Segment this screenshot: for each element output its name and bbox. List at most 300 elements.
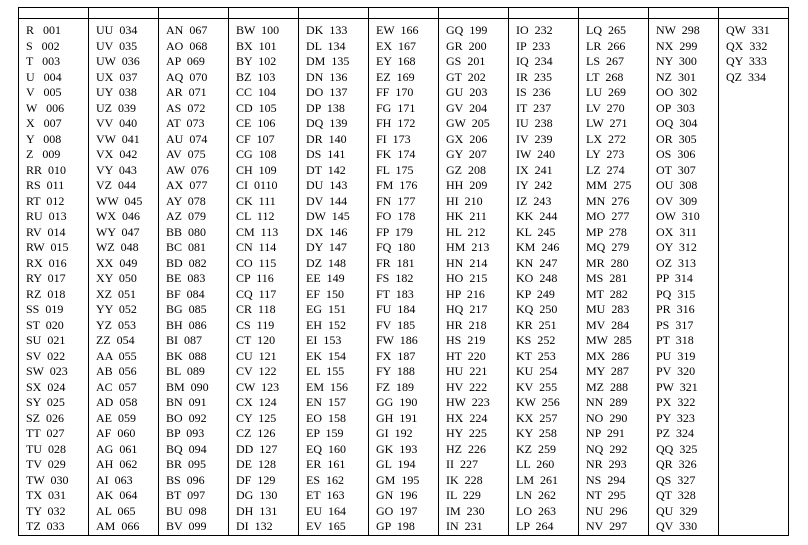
- code-entry: BM 090: [166, 379, 209, 394]
- code-entry: IP 233: [516, 38, 551, 53]
- code-entry: DI 132: [236, 519, 273, 533]
- code-entry: DT 142: [306, 162, 346, 177]
- code-entry: KX 257: [516, 410, 558, 425]
- code-entry: LU 269: [586, 85, 626, 99]
- code-column: [89, 19, 159, 536]
- code-entry: CE 106: [236, 116, 276, 130]
- code-entry: DF 129: [236, 472, 276, 487]
- code-entry: CV 122: [236, 364, 277, 378]
- code-entry: CK 111: [236, 193, 276, 208]
- code-entry: EG 151: [306, 302, 346, 316]
- code-entry: MN 276: [586, 193, 630, 208]
- code-entry: NV 297: [586, 519, 628, 533]
- code-entry: EU 164: [306, 503, 346, 518]
- code-entry: LW 271: [586, 116, 628, 130]
- code-entry: Z 009: [26, 147, 61, 161]
- code-entry: IU 238: [516, 116, 553, 130]
- code-entry: BI 087: [166, 333, 202, 347]
- code-entry: YY 052: [96, 302, 137, 316]
- code-entry: WW 045: [96, 193, 143, 208]
- code-entry: DK 133: [306, 23, 348, 37]
- code-entry: UW 036: [96, 54, 140, 68]
- code-entry: MW 285: [586, 333, 632, 347]
- code-entry: ES 162: [306, 472, 345, 487]
- code-entry: BL 089: [166, 364, 205, 378]
- code-entry: TY 032: [26, 503, 66, 518]
- header-cell: [229, 8, 299, 19]
- code-entry: GP 198: [376, 519, 415, 533]
- code-entry: HY 225: [446, 426, 487, 440]
- code-entry: RW 015: [26, 240, 69, 254]
- code-entry: CU 121: [236, 348, 277, 363]
- code-entry: DZ 148: [306, 255, 346, 270]
- code-entry: EN 157: [306, 395, 346, 409]
- code-entry: VW 041: [96, 131, 140, 146]
- code-entry: BD 082: [166, 255, 207, 270]
- body-row: [19, 19, 789, 536]
- code-entry: QZ 334: [726, 69, 766, 84]
- code-entry: R 001: [26, 23, 62, 37]
- code-entry: BT 097: [166, 488, 206, 502]
- code-entry: LX 272: [586, 131, 626, 146]
- code-entry: GU 203: [446, 85, 488, 99]
- code-entry: FF 170: [376, 85, 414, 99]
- code-entry: BG 085: [166, 302, 207, 316]
- code-entry: BN 091: [166, 395, 207, 409]
- code-entry: ST 020: [26, 317, 64, 332]
- code-entry: KT 253: [516, 348, 556, 363]
- code-entry: FN 177: [376, 193, 416, 208]
- header-cell: [719, 8, 789, 19]
- code-column: [509, 19, 579, 536]
- code-entry: FT 183: [376, 286, 414, 301]
- code-entry: AN 067: [166, 23, 208, 37]
- code-entry: CM 113: [236, 224, 279, 239]
- code-entry: YZ 053: [96, 317, 136, 332]
- code-entry: GM 195: [376, 472, 420, 487]
- code-entry: Y 008: [26, 131, 62, 146]
- code-entry: RV 014: [26, 224, 66, 239]
- code-entry: OZ 313: [656, 255, 696, 270]
- code-entry: HO 215: [446, 271, 488, 285]
- code-entry: DH 131: [236, 503, 278, 518]
- code-entry: NP 291: [586, 426, 625, 440]
- code-entry: AQ 070: [166, 69, 208, 84]
- code-entry: IS 236: [516, 85, 551, 99]
- code-entry: MU 283: [586, 302, 630, 316]
- code-entry: CI 0110: [236, 178, 278, 192]
- code-entry: FR 181: [376, 255, 415, 270]
- code-entry: XZ 051: [96, 286, 136, 301]
- code-entry: KR 251: [516, 317, 557, 332]
- code-column: [229, 19, 299, 536]
- code-entry: FY 188: [376, 364, 415, 378]
- code-entry: HS 219: [446, 333, 486, 347]
- code-entry: MO 277: [586, 209, 630, 223]
- code-entry: LT 268: [586, 69, 624, 84]
- code-entry: CL 112: [236, 209, 275, 223]
- code-entry: UZ 039: [96, 100, 136, 115]
- code-entry: LP 264: [516, 519, 554, 533]
- code-entry: IZ 243: [516, 193, 552, 208]
- code-column: [19, 19, 89, 536]
- code-entry: GG 190: [376, 395, 418, 409]
- code-entry: FZ 189: [376, 379, 415, 394]
- code-column: [439, 19, 509, 536]
- code-entry: KK 244: [516, 209, 558, 223]
- code-entry: DQ 139: [306, 116, 348, 130]
- code-entry: FS 182: [376, 271, 414, 285]
- code-entry: GR 200: [446, 38, 487, 53]
- code-entry: KQ 250: [516, 302, 558, 316]
- code-entry: CO 115: [236, 255, 277, 270]
- code-entry: GZ 208: [446, 162, 486, 177]
- code-entry: VZ 044: [96, 178, 136, 192]
- code-entry: FK 174: [376, 147, 416, 161]
- code-entry: AH 062: [96, 457, 138, 471]
- code-entry: X 007: [26, 116, 62, 130]
- code-entry: DX 146: [306, 224, 348, 239]
- code-entry: CT 120: [236, 333, 276, 347]
- code-entry: BO 092: [166, 410, 207, 425]
- code-entry: EV 165: [306, 519, 346, 533]
- code-entry: KV 255: [516, 379, 558, 394]
- code-entry: OP 303: [656, 100, 695, 115]
- code-entry: EZ 169: [376, 69, 415, 84]
- code-entry: RX 016: [26, 255, 67, 270]
- code-entry: RT 012: [26, 193, 65, 208]
- code-entry: KU 254: [516, 364, 558, 378]
- code-entry: AF 060: [96, 426, 136, 440]
- code-entry: T 003: [26, 54, 61, 68]
- code-entry: QU 329: [656, 503, 698, 518]
- code-entry: RY 017: [26, 271, 66, 285]
- code-entry: MV 284: [586, 317, 630, 332]
- code-entry: FX 187: [376, 348, 416, 363]
- code-entry: KZ 259: [516, 441, 556, 456]
- code-entry: MX 286: [586, 348, 630, 363]
- code-entry: LQ 265: [586, 23, 626, 37]
- code-entry: QX 332: [726, 38, 768, 53]
- code-entry: LN 262: [516, 488, 556, 502]
- code-entry: QR 326: [656, 457, 697, 471]
- code-entry: BQ 094: [166, 441, 207, 456]
- code-entry: FQ 180: [376, 240, 416, 254]
- code-entry: TX 031: [26, 488, 66, 502]
- code-entry: UV 035: [96, 38, 138, 53]
- code-entry: HQ 217: [446, 302, 488, 316]
- code-entry: DN 136: [306, 69, 348, 84]
- header-cell: [369, 8, 439, 19]
- code-table: [18, 7, 789, 536]
- code-entry: GY 207: [446, 147, 487, 161]
- code-entry: KW 256: [516, 395, 560, 409]
- code-entry: GQ 199: [446, 23, 488, 37]
- header-cell: [159, 8, 229, 19]
- code-entry: HI 210: [446, 193, 483, 208]
- code-entry: EY 168: [376, 54, 416, 68]
- code-entry: GN 196: [376, 488, 418, 502]
- code-entry: TW 030: [26, 472, 69, 487]
- code-entry: BE 083: [166, 271, 206, 285]
- code-entry: NR 293: [586, 457, 627, 471]
- code-entry: BK 088: [166, 348, 207, 363]
- code-entry: DO 137: [306, 85, 348, 99]
- code-entry: NU 296: [586, 503, 628, 518]
- code-entry: IX 241: [516, 162, 553, 177]
- code-entry: XX 049: [96, 255, 138, 270]
- code-entry: HZ 226: [446, 441, 486, 456]
- code-entry: CN 114: [236, 240, 277, 254]
- code-entry: AR 071: [166, 85, 207, 99]
- code-entry: HM 213: [446, 240, 490, 254]
- code-column: [719, 19, 789, 536]
- code-entry: VX 042: [96, 147, 138, 161]
- code-entry: HW 223: [446, 395, 490, 409]
- code-entry: HK 211: [446, 209, 487, 223]
- code-entry: DE 128: [236, 457, 276, 471]
- code-entry: FG 171: [376, 100, 416, 115]
- code-entry: IM 230: [446, 503, 485, 518]
- code-entry: DU 143: [306, 178, 348, 192]
- code-entry: MY 287: [586, 364, 629, 378]
- code-entry: PS 317: [656, 317, 694, 332]
- code-entry: BW 100: [236, 23, 280, 37]
- code-entry: WY 047: [96, 224, 140, 239]
- code-entry: W 006: [26, 100, 65, 115]
- code-entry: KM 246: [516, 240, 560, 254]
- code-entry: FL 175: [376, 162, 414, 177]
- code-entry: HH 209: [446, 178, 488, 192]
- code-entry: DY 147: [306, 240, 347, 254]
- code-entry: BR 095: [166, 457, 207, 471]
- code-entry: OW 310: [656, 209, 700, 223]
- code-entry: LZ 274: [586, 162, 625, 177]
- code-entry: FV 185: [376, 317, 416, 332]
- code-entry: OO 302: [656, 85, 698, 99]
- code-entry: DW 145: [306, 209, 350, 223]
- code-entry: ET 163: [306, 488, 345, 502]
- code-entry: HL 212: [446, 224, 486, 239]
- code-entry: LV 270: [586, 100, 625, 115]
- code-entry: UU 034: [96, 23, 138, 37]
- code-entry: LL 260: [516, 457, 555, 471]
- code-entry: CX 124: [236, 395, 277, 409]
- code-entry: SS 019: [26, 302, 64, 316]
- code-entry: PU 319: [656, 348, 696, 363]
- code-entry: MZ 288: [586, 379, 628, 394]
- code-entry: BU 098: [166, 503, 207, 518]
- header-row: [19, 8, 789, 19]
- code-entry: CY 125: [236, 410, 277, 425]
- code-entry: PZ 324: [656, 426, 695, 440]
- code-entry: PX 322: [656, 395, 696, 409]
- code-entry: FI 173: [376, 131, 411, 146]
- code-entry: VY 043: [96, 162, 137, 177]
- code-entry: NS 294: [586, 472, 626, 487]
- code-entry: MT 282: [586, 286, 628, 301]
- code-entry: BH 086: [166, 317, 207, 332]
- code-entry: EK 154: [306, 348, 346, 363]
- code-entry: OV 309: [656, 193, 698, 208]
- code-entry: RR 010: [26, 162, 67, 177]
- code-entry: HN 214: [446, 255, 488, 270]
- code-entry: OR 305: [656, 131, 697, 146]
- code-entry: HP 216: [446, 286, 485, 301]
- code-entry: FP 179: [376, 224, 413, 239]
- code-entry: HR 218: [446, 317, 487, 332]
- code-entry: VV 040: [96, 116, 138, 130]
- code-entry: S 002: [26, 38, 60, 53]
- code-entry: HT 220: [446, 348, 486, 363]
- code-entry: GI 192: [376, 426, 413, 440]
- code-entry: AB 056: [96, 364, 137, 378]
- code-entry: MS 281: [586, 271, 628, 285]
- code-entry: EH 152: [306, 317, 346, 332]
- code-entry: PQ 315: [656, 286, 696, 301]
- code-entry: UX 037: [96, 69, 138, 84]
- code-entry: PY 323: [656, 410, 695, 425]
- code-entry: EM 156: [306, 379, 348, 394]
- header-cell: [579, 8, 649, 19]
- code-entry: OY 312: [656, 240, 697, 254]
- code-entry: BF 084: [166, 286, 205, 301]
- code-entry: LM 261: [516, 472, 558, 487]
- code-entry: PR 316: [656, 302, 695, 316]
- code-entry: AI 063: [96, 472, 133, 487]
- code-entry: AA 055: [96, 348, 137, 363]
- code-entry: CD 105: [236, 100, 277, 115]
- code-entry: SY 025: [26, 395, 65, 409]
- code-entry: CF 107: [236, 131, 275, 146]
- code-entry: OQ 304: [656, 116, 698, 130]
- code-entry: EI 153: [306, 333, 342, 347]
- code-entry: KY 258: [516, 426, 557, 440]
- code-entry: DM 135: [306, 54, 350, 68]
- code-entry: RU 013: [26, 209, 67, 223]
- header-cell: [19, 8, 89, 19]
- code-entry: IT 237: [516, 100, 552, 115]
- code-entry: DV 144: [306, 193, 348, 208]
- code-entry: LY 273: [586, 147, 625, 161]
- code-entry: GH 191: [376, 410, 418, 425]
- code-entry: NO 290: [586, 410, 628, 425]
- code-entry: HU 221: [446, 364, 488, 378]
- code-entry: CR 118: [236, 302, 276, 316]
- code-entry: OT 307: [656, 162, 696, 177]
- code-entry: CW 123: [236, 379, 280, 394]
- code-entry: GS 201: [446, 54, 486, 68]
- code-entry: IL 229: [446, 488, 481, 502]
- code-entry: BP 093: [166, 426, 205, 440]
- code-entry: AE 059: [96, 410, 136, 425]
- code-entry: XY 050: [96, 271, 137, 285]
- code-entry: FM 176: [376, 178, 418, 192]
- code-entry: MM 275: [586, 178, 632, 192]
- code-entry: CQ 117: [236, 286, 277, 301]
- code-entry: CS 119: [236, 317, 275, 332]
- code-entry: UY 038: [96, 85, 137, 99]
- code-entry: AP 069: [166, 54, 205, 68]
- code-entry: QT 328: [656, 488, 696, 502]
- code-entry: BX 101: [236, 38, 277, 53]
- code-entry: PT 318: [656, 333, 694, 347]
- code-entry: QQ 325: [656, 441, 698, 456]
- code-entry: IO 232: [516, 23, 553, 37]
- code-column: [649, 19, 719, 536]
- code-entry: GW 205: [446, 116, 490, 130]
- code-entry: QS 327: [656, 472, 696, 487]
- code-entry: AG 061: [96, 441, 138, 456]
- code-entry: MP 278: [586, 224, 627, 239]
- code-entry: LR 266: [586, 38, 626, 53]
- code-entry: AT 073: [166, 116, 205, 130]
- code-column: [299, 19, 369, 536]
- code-entry: KL 245: [516, 224, 556, 239]
- code-entry: NW 298: [656, 23, 700, 37]
- header-cell: [439, 8, 509, 19]
- code-entry: SU 021: [26, 333, 66, 347]
- code-entry: SV 022: [26, 348, 66, 363]
- code-entry: DS 141: [306, 147, 346, 161]
- code-entry: FH 172: [376, 116, 416, 130]
- code-entry: BZ 103: [236, 69, 276, 84]
- code-entry: NX 299: [656, 38, 698, 53]
- code-entry: AX 077: [166, 178, 208, 192]
- code-entry: AS 072: [166, 100, 206, 115]
- code-entry: IR 235: [516, 69, 552, 84]
- code-entry: ER 161: [306, 457, 346, 471]
- code-entry: DP 138: [306, 100, 345, 115]
- code-entry: TU 028: [26, 441, 66, 456]
- code-entry: AW 076: [166, 162, 209, 177]
- code-entry: NN 289: [586, 395, 628, 409]
- code-entry: IY 242: [516, 178, 553, 192]
- code-entry: EX 167: [376, 38, 416, 53]
- code-entry: QY 333: [726, 54, 767, 68]
- code-entry: GO 197: [376, 503, 418, 518]
- code-entry: CG 108: [236, 147, 277, 161]
- code-entry: IK 228: [446, 472, 483, 487]
- code-entry: DG 130: [236, 488, 278, 502]
- code-entry: BB 080: [166, 224, 207, 239]
- code-entry: BS 096: [166, 472, 205, 487]
- code-entry: KS 252: [516, 333, 556, 347]
- code-entry: AU 074: [166, 131, 208, 146]
- code-entry: KO 248: [516, 271, 558, 285]
- code-entry: NQ 292: [586, 441, 628, 456]
- code-entry: AL 065: [96, 503, 136, 518]
- code-entry: AV 075: [166, 147, 206, 161]
- code-entry: GX 206: [446, 131, 488, 146]
- code-entry: SZ 026: [26, 410, 65, 425]
- code-entry: NZ 301: [656, 69, 696, 84]
- code-entry: GL 194: [376, 457, 416, 471]
- code-entry: IW 240: [516, 147, 556, 161]
- code-entry: NY 300: [656, 54, 697, 68]
- code-entry: EF 150: [306, 286, 345, 301]
- code-entry: ZZ 054: [96, 333, 135, 347]
- code-entry: BC 081: [166, 240, 207, 254]
- code-entry: EL 155: [306, 364, 345, 378]
- code-entry: AC 057: [96, 379, 137, 394]
- code-entry: IN 231: [446, 519, 483, 533]
- code-entry: PV 320: [656, 364, 696, 378]
- code-entry: BY 102: [236, 54, 277, 68]
- code-entry: OX 311: [656, 224, 697, 239]
- code-entry: EQ 160: [306, 441, 346, 456]
- code-entry: FU 184: [376, 302, 416, 316]
